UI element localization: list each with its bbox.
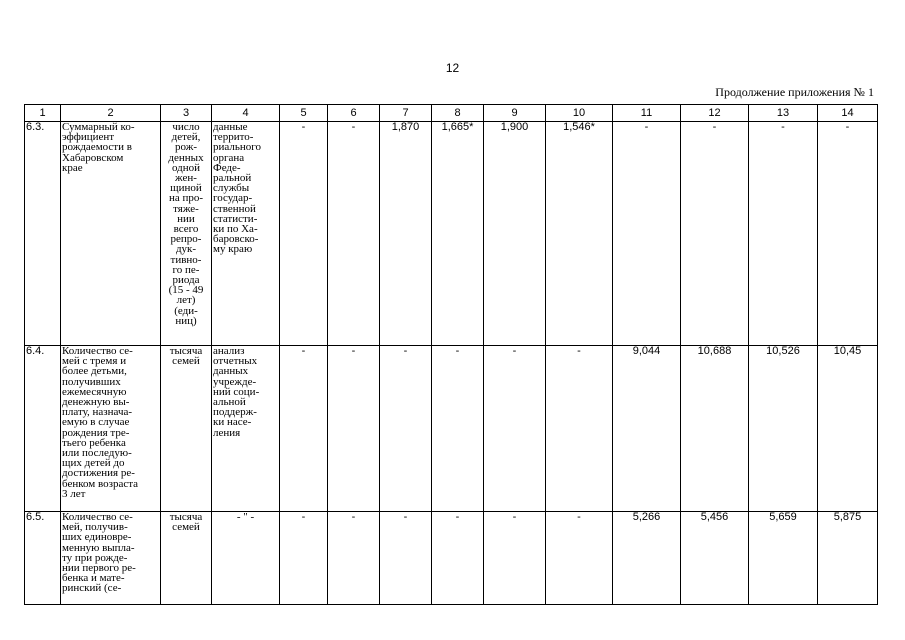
value-cell: -	[749, 122, 818, 346]
value-cell: -	[280, 122, 328, 346]
value-cell: 5,875	[818, 512, 878, 605]
value-cell: 1,900	[484, 122, 546, 346]
indicator-name: Количество се- мей, получив- ших единовре- менную выпла- ту при рожде- нии первого ре- бенка и мате- ринский (се-	[61, 512, 161, 605]
header-row	[25, 105, 878, 122]
value-cell: 5,456	[681, 512, 749, 605]
value-cell: -	[546, 346, 613, 512]
value-cell: -	[613, 122, 681, 346]
header-cell: 14	[818, 105, 878, 122]
value-cell: -	[280, 512, 328, 605]
header-cell: 13	[749, 105, 818, 122]
value-cell: 1,870	[380, 122, 432, 346]
header-cell: 4	[212, 105, 280, 122]
value-cell: -	[484, 346, 546, 512]
header-cell: 5	[280, 105, 328, 122]
header-cell: 1	[25, 105, 61, 122]
value-cell: -	[380, 512, 432, 605]
value-cell: 5,659	[749, 512, 818, 605]
data-source: данные террито- риального органа Феде- ральной службы государ- ственной статисти- ки по Ха- баровско- му краю	[212, 122, 280, 346]
value-cell: -	[328, 512, 380, 605]
value-cell: -	[380, 346, 432, 512]
value-cell: 9,044	[613, 346, 681, 512]
value-cell: -	[280, 346, 328, 512]
value-cell: -	[328, 122, 380, 346]
header-cell: 2	[61, 105, 161, 122]
value-cell: -	[681, 122, 749, 346]
header-cell: 7	[380, 105, 432, 122]
value-cell: 1,665*	[432, 122, 484, 346]
value-cell: -	[328, 346, 380, 512]
value-cell: 5,266	[613, 512, 681, 605]
header-cell: 11	[613, 105, 681, 122]
header-cell: 6	[328, 105, 380, 122]
header-cell: 9	[484, 105, 546, 122]
value-cell: -	[546, 512, 613, 605]
unit-of-measure: тысяча семей	[161, 512, 212, 605]
unit-of-measure: число детей, рож- денных одной жен- щиной на про- тяже- нии всего репро- дук- тивно- го пе- риода (15 - 49 лет) (еди- ниц)	[161, 122, 212, 346]
value-cell: 10,526	[749, 346, 818, 512]
indicator-name: Суммарный ко- эффициент рождаемости в Хабаровском крае	[61, 122, 161, 346]
continuation-caption: Продолжение приложения № 1	[715, 85, 874, 99]
table-row	[25, 346, 878, 512]
header-cell: 3	[161, 105, 212, 122]
value-cell: -	[432, 512, 484, 605]
header-cell: 10	[546, 105, 613, 122]
row-code: 6.5.	[25, 512, 61, 605]
table-row	[25, 512, 878, 605]
value-cell: 1,546*	[546, 122, 613, 346]
value-cell: -	[818, 122, 878, 346]
data-source: анализ отчетных данных учрежде- ний соци- альной поддерж- ки насе- ления	[212, 346, 280, 512]
row-code: 6.3.	[25, 122, 61, 346]
header-cell: 8	[432, 105, 484, 122]
value-cell: -	[432, 346, 484, 512]
data-table	[24, 104, 878, 605]
value-cell: 10,45	[818, 346, 878, 512]
row-code: 6.4.	[25, 346, 61, 512]
unit-of-measure: тысяча семей	[161, 346, 212, 512]
indicator-name: Количество се- мей с тремя и более детьми, получивших ежемесячную денежную вы- плату, назнача- емую в случае рождения тре- тьего ребенка или последую- щих детей до достижения ре- бенком возраста 3 лет	[61, 346, 161, 512]
table-row	[25, 122, 878, 346]
value-cell: 10,688	[681, 346, 749, 512]
value-cell: -	[484, 512, 546, 605]
data-source: - " -	[212, 512, 280, 605]
page-number: 12	[445, 61, 460, 75]
header-cell: 12	[681, 105, 749, 122]
